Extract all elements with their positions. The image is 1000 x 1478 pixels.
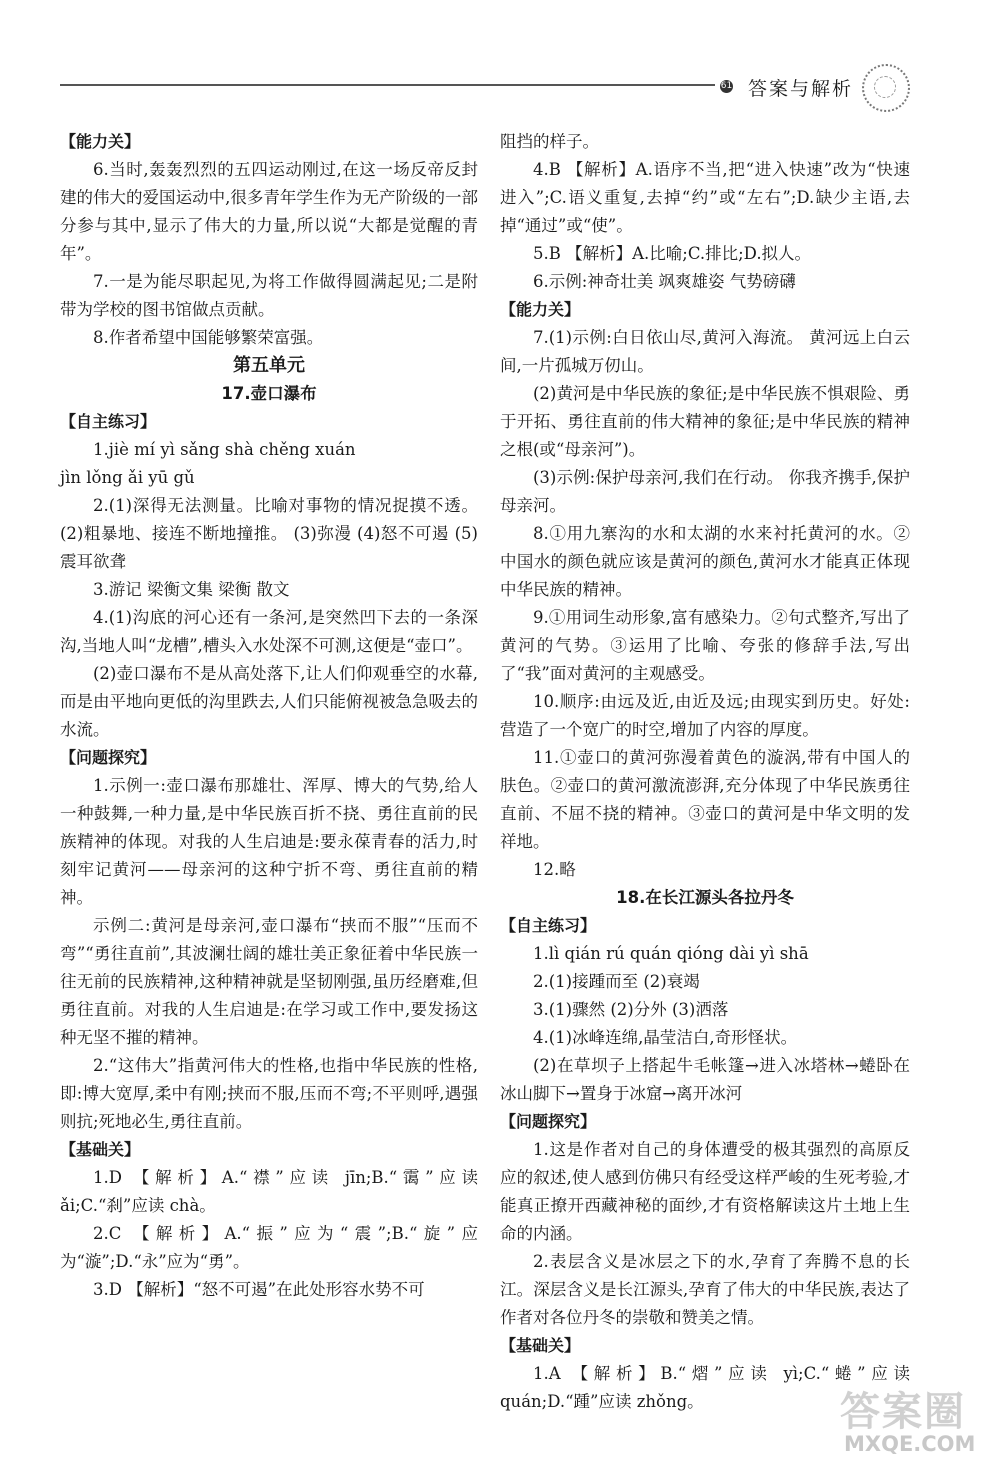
paragraph: 6.当时,轰轰烈烈的五四运动刚过,在这一场反帝反封建的伟大的爱国运动中,很多青年学生作为无产阶级的一部分参与其中,显示了伟大的力量,所以说“大都是觉醒的青年”。: [60, 160, 478, 263]
page-number-badge: 61: [720, 81, 733, 91]
paragraph: 阻挡的样子。: [500, 132, 599, 151]
header-rule: [60, 84, 715, 86]
paragraph: 1.jiè mí yì sǎng shà chěng xuán: [93, 440, 356, 459]
paragraph: 1.D 【解析】A.“襟”应读 jīn;B.“霭”应读 ǎi;C.“刹”应读 chà。: [60, 1168, 478, 1215]
paragraph: 4.(1)沟底的河心还有一条河,是突然凹下去的一条深沟,当地人叫“龙槽”,槽头入水处深不可测,这便是“壶口”。: [60, 608, 478, 655]
paragraph: 12.略: [533, 860, 576, 879]
section-heading: 【基础关】: [500, 1336, 581, 1355]
paragraph: 1.A 【解析】B.“熠”应读 yì;C.“蜷”应读 quán;D.“踵”应读 zhǒng。: [500, 1364, 910, 1411]
paragraph: 1.示例一:壶口瀑布那雄壮、浑厚、博大的气势,给人一种鼓舞,一种力量,是中华民族百折不挠、勇往直前的民族精神的体现。对我的人生启迪是:要永葆青春的活力,时刻牢记黄河——母亲河的这种宁折不弯、勇往直前的精神。: [60, 776, 478, 907]
paragraph: 11.①壶口的黄河弥漫着黄色的漩涡,带有中国人的肤色。②壶口的黄河激流澎湃,充分体现了中华民族勇往直前、不屈不挠的精神。③壶口的黄河是中华文明的发祥地。: [500, 748, 910, 851]
section-heading: 【基础关】: [60, 1140, 141, 1159]
paragraph: 示例二:黄河是母亲河,壶口瀑布“挟而不服”“压而不弯”“勇往直前”,其波澜壮阔的雄壮美正象征着中华民族一往无前的民族精神,这种精神就是坚韧刚强,虽历经磨难,但勇往直前。对我的人生启迪是:在学习或工作中,要发扬这种无坚不摧的精神。: [60, 916, 478, 1047]
paragraph: 2.C 【解析】A.“振”应为“震”;B.“旋”应为“漩”;D.“永”应为“勇”。: [60, 1224, 478, 1271]
paragraph: 1.lì qián rú quán qióng dài yì shā: [533, 944, 809, 963]
section-heading: 【能力关】: [60, 132, 141, 151]
paragraph: 6.示例:神奇壮美 飒爽雄姿 气势磅礴: [533, 272, 796, 291]
section-heading: 【自主练习】: [60, 412, 157, 431]
section-heading: 【问题探究】: [500, 1112, 597, 1131]
paragraph: (3)示例:保护母亲河,我们在行动。 你我齐携手,保护母亲河。: [500, 468, 910, 515]
watermark-logo: [840, 1380, 990, 1460]
watermark-text: 答案圈: [840, 1389, 966, 1435]
paragraph: (2)壶口瀑布不是从高处落下,让人们仰观垂空的水幕,而是由平地向更低的沟里跌去,人们只能俯视被急急吸去的水流。: [60, 664, 478, 739]
paragraph: 8.作者希望中国能够繁荣富强。: [93, 328, 324, 347]
paragraph: 4.(1)冰峰连绵,晶莹洁白,奇形怪状。: [533, 1028, 798, 1047]
decorative-sun-icon: [862, 64, 910, 112]
watermark-url: MXQE.COM: [844, 1432, 976, 1456]
paragraph: 3.D 【解析】“怒不可遏”在此处形容水势不可: [93, 1280, 425, 1299]
lesson-title: 18.在长江源头各拉丹冬: [616, 888, 794, 907]
paragraph: 7.一是为能尽职起见,为将工作做得圆满起见;二是附带为学校的图书馆做点贡献。: [60, 272, 478, 319]
paragraph: 1.这是作者对自己的身体遭受的极其强烈的高原反应的叙述,使人感到仿佛只有经受这样严峻的生死考验,才能真正撩开西藏神秘的面纱,才有资格解读这片土地上生命的内涵。: [500, 1140, 910, 1243]
section-heading: 【能力关】: [500, 300, 581, 319]
lesson-title: 17.壶口瀑布: [221, 384, 317, 403]
paragraph: 3.(1)骤然 (2)分外 (3)洒落: [533, 1000, 729, 1019]
paragraph: 2.“这伟大”指黄河伟大的性格,也指中华民族的性格,即:博大宽厚,柔中有刚;挟而不服,压而不弯;不平则呼,遇强则抗;死地必生,勇往直前。: [60, 1056, 478, 1131]
paragraph: 3.游记 梁衡文集 梁衡 散文: [93, 580, 290, 599]
paragraph: 7.(1)示例:白日依山尽,黄河入海流。 黄河远上白云间,一片孤城万仞山。: [500, 328, 910, 375]
right-column: [500, 128, 910, 1416]
section-heading: 【问题探究】: [60, 748, 157, 767]
left-column: [60, 128, 478, 1304]
paragraph: 5.B 【解析】A.比喻;C.排比;D.拟人。: [533, 244, 812, 263]
paragraph: 9.①用词生动形象,富有感染力。②句式整齐,写出了黄河的气势。③运用了比喻、夸张的修辞手法,写出了“我”面对黄河的主观感受。: [500, 608, 910, 683]
paragraph: (2)黄河是中华民族的象征;是中华民族不惧艰险、勇于开拓、勇往直前的伟大精神的象征;是中华民族的精神之根(或“母亲河”)。: [500, 384, 910, 459]
header-title: 答案与解析: [748, 78, 854, 100]
section-heading: 【自主练习】: [500, 916, 597, 935]
paragraph: 2.(1)接踵而至 (2)衰竭: [533, 972, 700, 991]
paragraph: jìn lǒng ǎi yū gǔ: [60, 468, 195, 487]
paragraph: 8.①用九寨沟的水和太湖的水来衬托黄河的水。②中国水的颜色就应该是黄河的颜色,黄河水才能真正体现中华民族的精神。: [500, 524, 910, 599]
unit-title: 第五单元: [233, 355, 305, 376]
paragraph: (2)在草坝子上搭起牛毛帐篷→进入冰塔林→蜷卧在冰山脚下→置身于冰窟→离开冰河: [500, 1056, 910, 1103]
paragraph: 2.(1)深得无法测量。比喻对事物的情况捉摸不透。 (2)粗暴地、接连不断地撞推。 (3)弥漫 (4)怒不可遏 (5)震耳欲聋: [60, 496, 478, 571]
paragraph: 4.B 【解析】A.语序不当,把“进入快速”改为“快速进入”;C.语义重复,去掉“约”或“左右”;D.缺少主语,去掉“通过”或“使”。: [500, 160, 910, 235]
paragraph: 10.顺序:由远及近,由近及远;由现实到历史。好处:营造了一个宽广的时空,增加了内容的厚度。: [500, 692, 910, 739]
paragraph: 2.表层含义是冰层之下的水,孕育了奔腾不息的长江。深层含义是长江源头,孕育了伟大的中华民族,表达了作者对各位丹冬的崇敬和赞美之情。: [500, 1252, 910, 1327]
